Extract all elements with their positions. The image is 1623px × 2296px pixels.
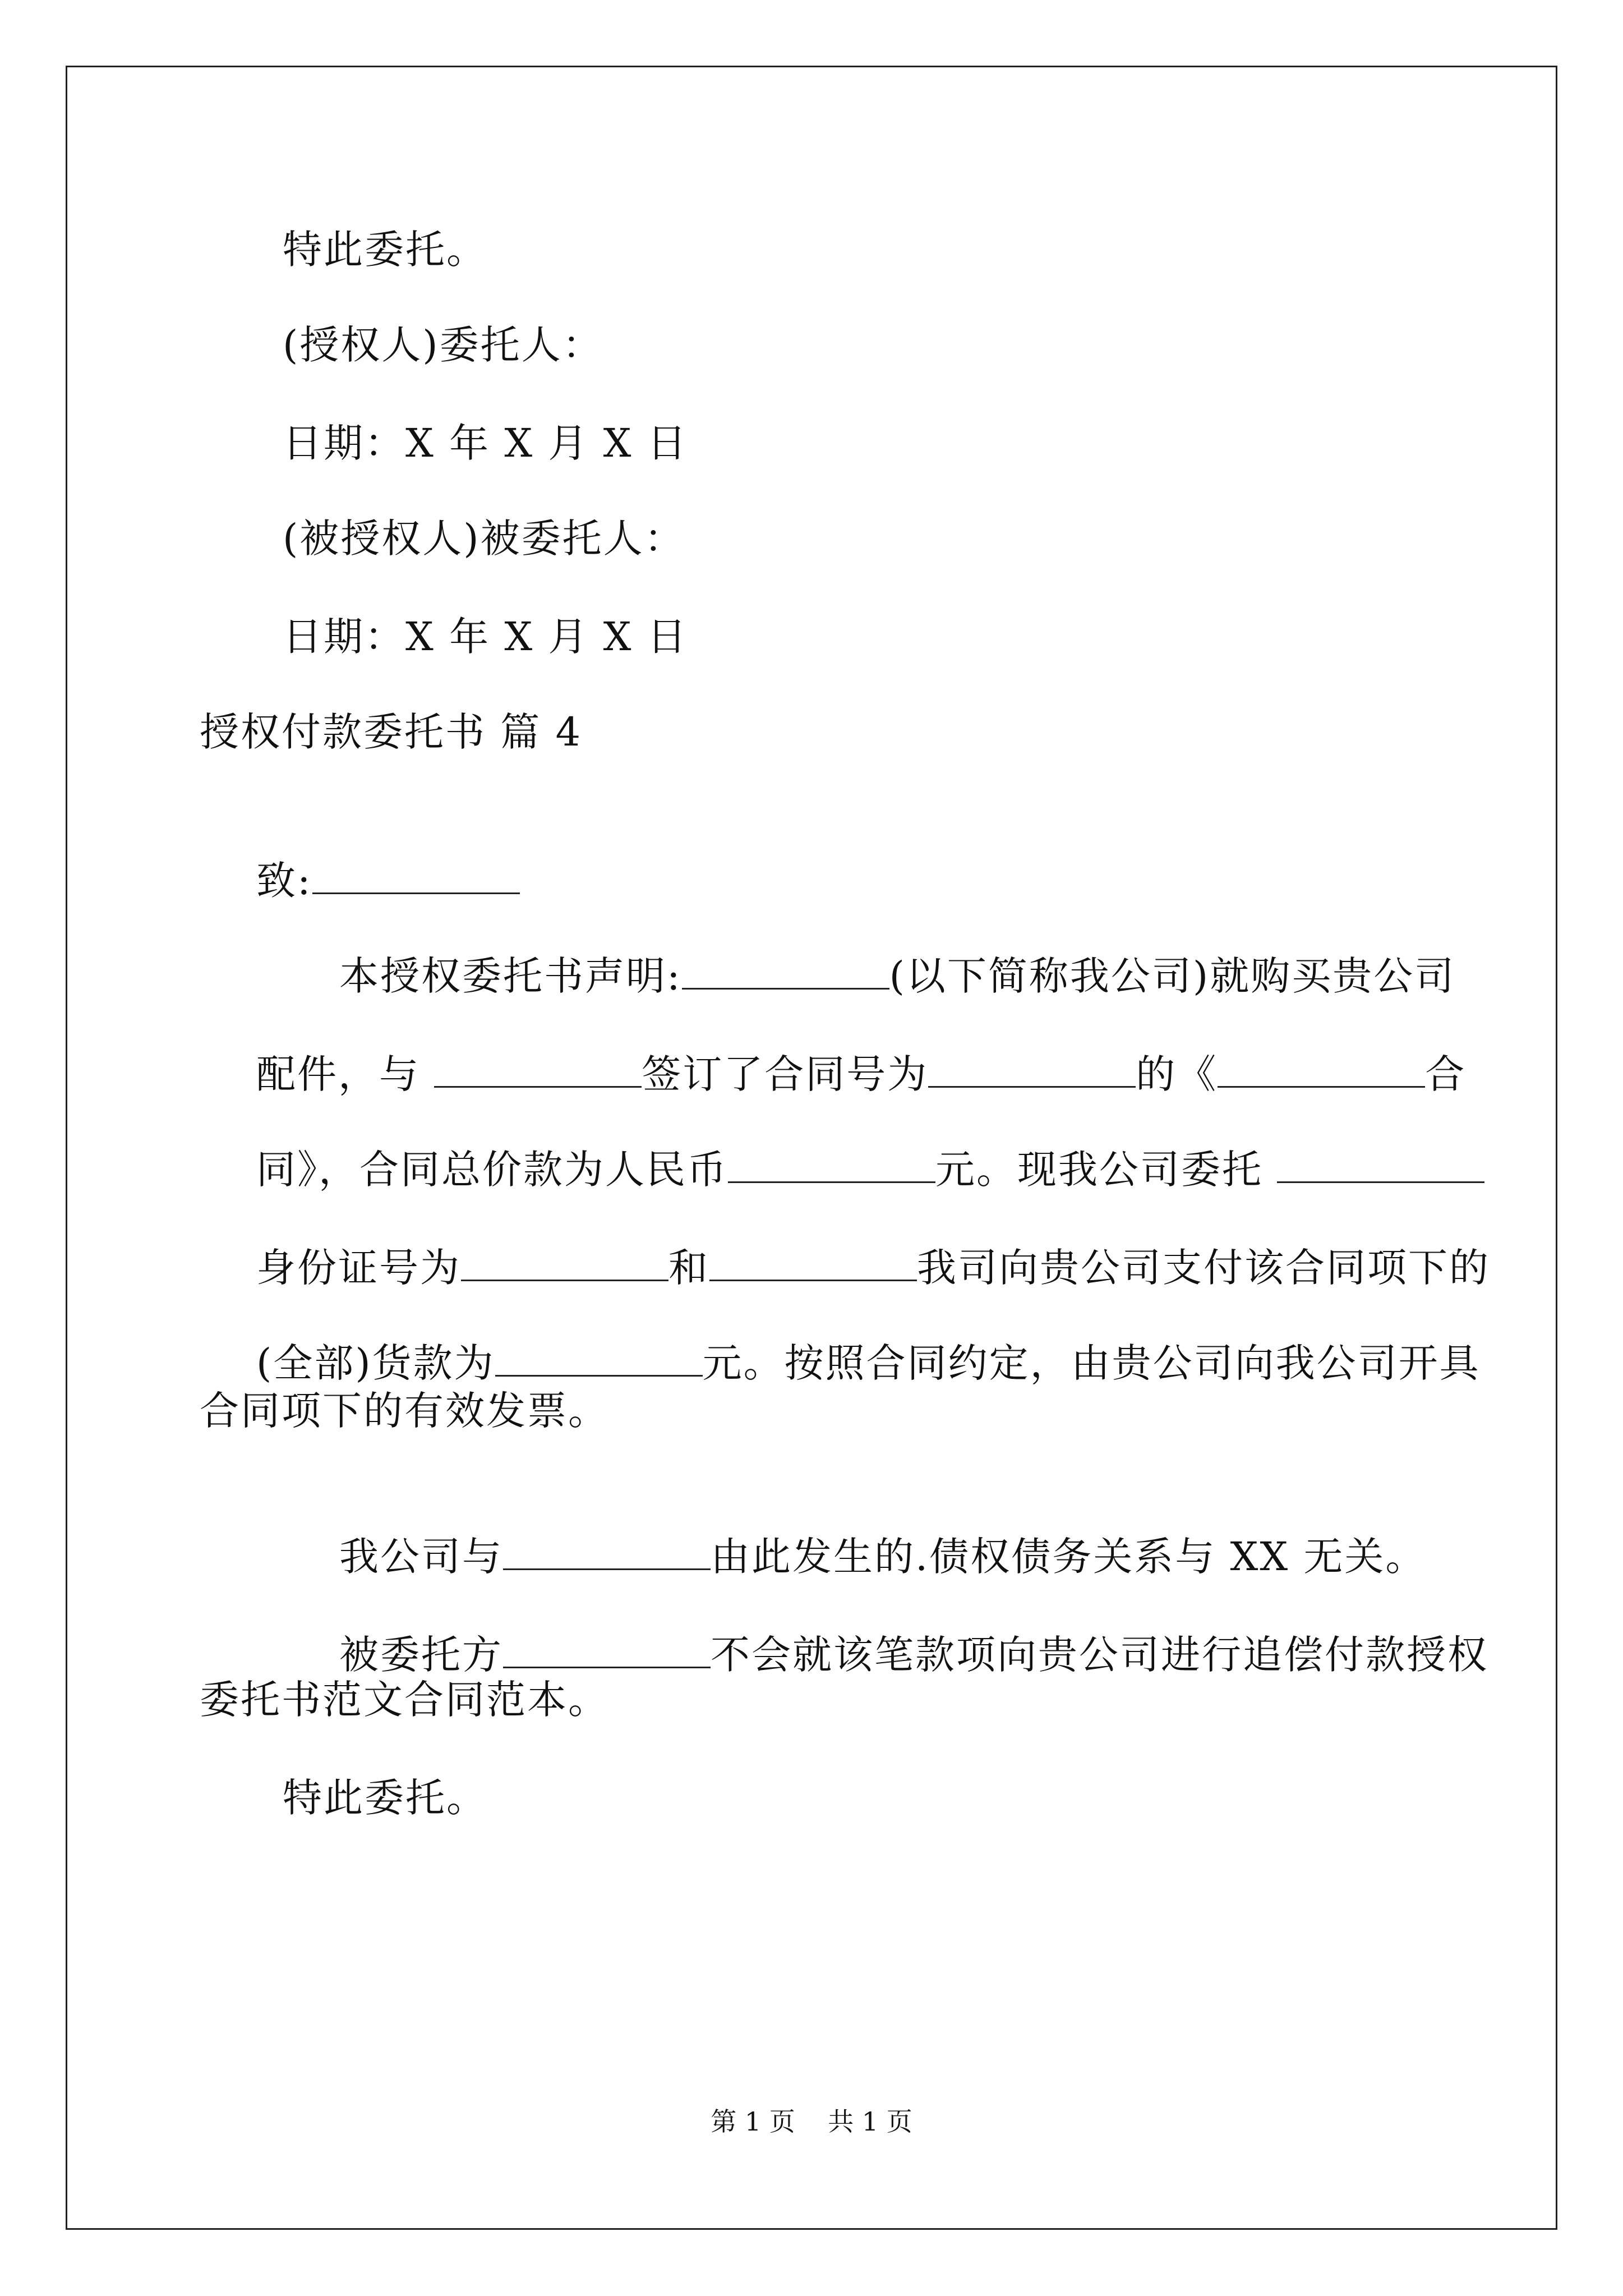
blank-field[interactable] <box>312 858 520 894</box>
blank-field[interactable] <box>1277 1147 1484 1183</box>
blank-field[interactable] <box>928 1051 1136 1088</box>
blank-field[interactable] <box>495 1340 703 1377</box>
text-segment: 配件，与 <box>256 1051 421 1097</box>
text-segment: 被委托方 <box>339 1632 504 1678</box>
principal-date: 日期：X 年 X 月 X 日 <box>283 420 688 466</box>
blank-field[interactable] <box>434 1051 642 1088</box>
text-segment: 我公司与 <box>339 1534 504 1580</box>
text-segment: 合 <box>1425 1051 1467 1097</box>
text-segment: 和 <box>668 1245 710 1291</box>
agent-date: 日期：X 年 X 月 X 日 <box>283 614 688 660</box>
blank-field[interactable] <box>503 1534 711 1570</box>
text-segment: (全部)货款为 <box>256 1340 495 1386</box>
paragraph-line: 委托书范文合同范本。 <box>200 1677 609 1723</box>
text-segment: 同》，合同总价款为人民币 <box>256 1147 728 1193</box>
text-segment: 元。现我公司委托 <box>935 1147 1264 1193</box>
text-segment: (以下简称我公司)就购买贵公司 <box>889 953 1456 999</box>
principal-label: (授权人)委托人： <box>283 322 603 368</box>
text-segment: 我司向贵公司支付该合同项下的 <box>917 1245 1491 1291</box>
blank-field[interactable] <box>1218 1051 1425 1088</box>
text-segment: 元。按照合同约定，由贵公司向我公司开具 <box>702 1340 1481 1386</box>
section-heading: 授权付款委托书 篇 4 <box>200 709 583 755</box>
page-footer: 第 1 页 共 1 页 <box>711 2106 912 2137</box>
blank-field[interactable] <box>709 1245 917 1281</box>
text-segment: 的《 <box>1136 1051 1218 1097</box>
text-segment: 由此发生的.债权债务关系与 XX 无关。 <box>711 1534 1427 1580</box>
agent-label: (被授权人)被委托人： <box>283 516 685 562</box>
blank-field[interactable] <box>461 1245 668 1281</box>
text-segment: 本授权委托书声明: <box>339 953 682 999</box>
blank-field[interactable] <box>682 953 889 990</box>
text-segment: 签订了合同号为 <box>642 1051 929 1097</box>
text-segment: 身份证号为 <box>256 1245 462 1291</box>
blank-field[interactable] <box>503 1632 711 1668</box>
blank-field[interactable] <box>728 1147 935 1183</box>
text-segment: 不会就该笔款项向贵公司进行追偿付款授权 <box>711 1632 1489 1678</box>
closing-text: 特此委托。 <box>283 227 487 273</box>
addressee-label: 致: <box>256 858 312 904</box>
paragraph-line: 合同项下的有效发票。 <box>200 1388 609 1434</box>
closing-text: 特此委托。 <box>283 1775 487 1821</box>
